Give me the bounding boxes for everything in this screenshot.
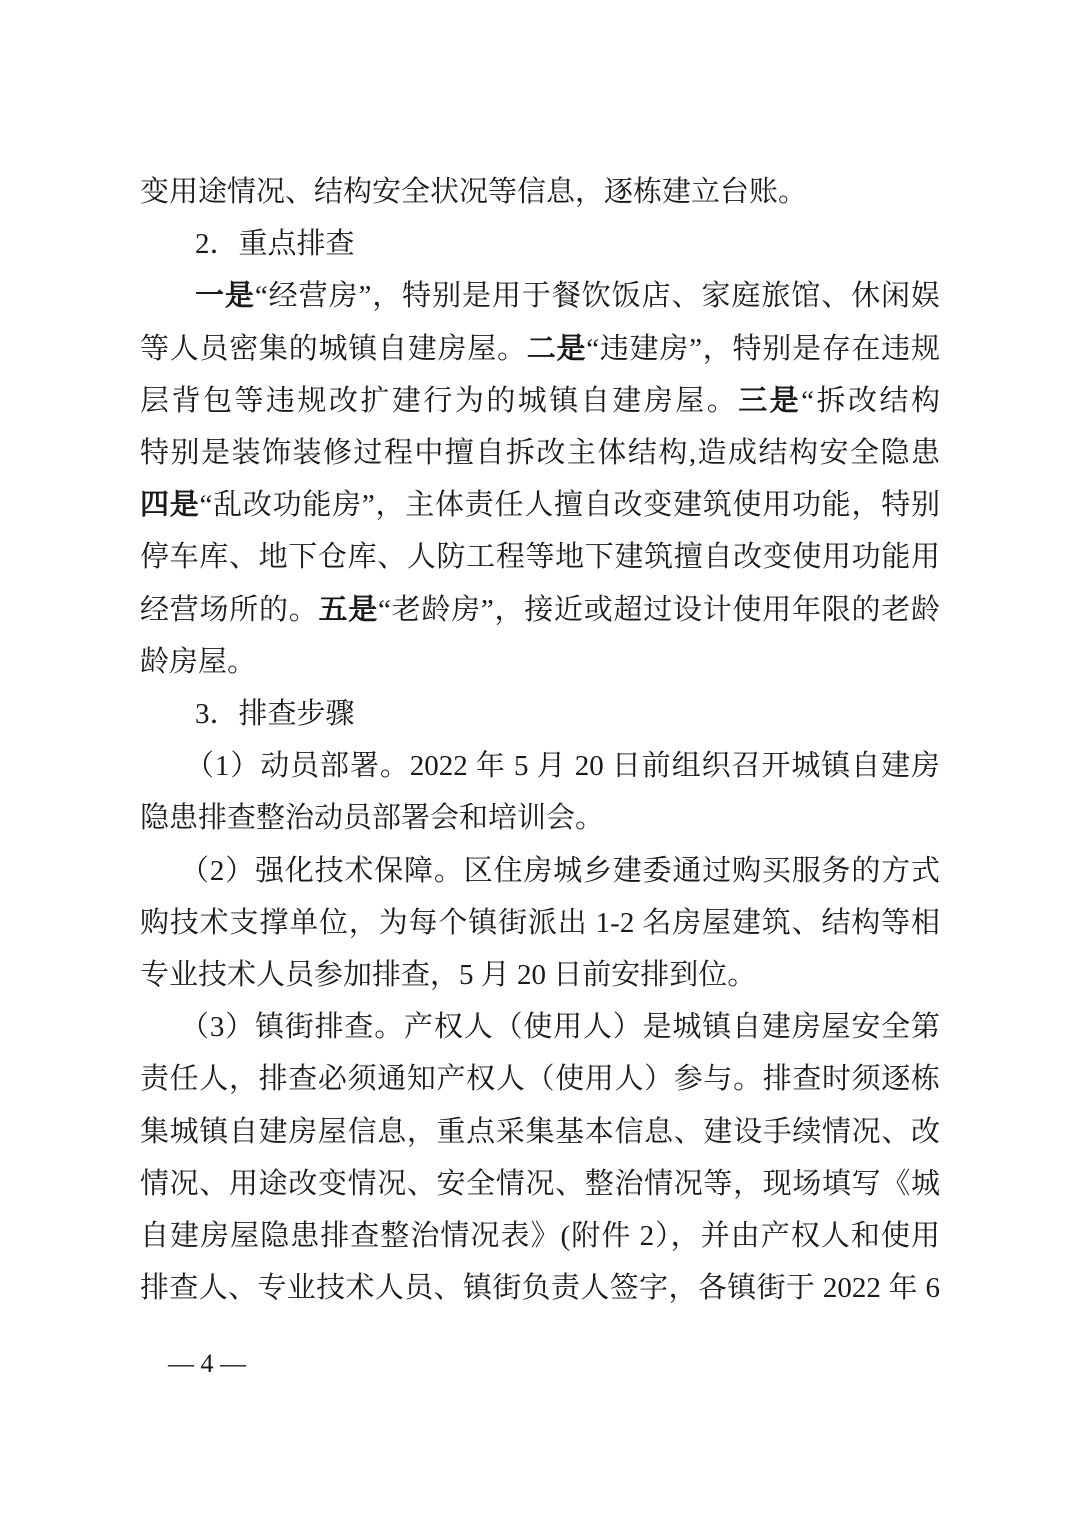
text-line xyxy=(140,1059,940,1099)
text-run: “经营房”，特别是用于餐饮饭店、家庭旅馆、休闲娱 xyxy=(254,280,940,313)
text-run: 龄房屋。 xyxy=(140,645,257,678)
text-run: 专业技术人员参加排查，5 月 20 日前安排到位。 xyxy=(140,959,757,991)
bold-lead-phrase: 三是 xyxy=(738,384,802,417)
text-line xyxy=(180,1007,940,1047)
text-line xyxy=(140,537,940,577)
text-run: 购技术支撑单位，为每个镇街派出 1-2 名房屋建筑、结构等相 xyxy=(140,906,940,939)
text-line xyxy=(140,903,940,943)
bold-lead-phrase: 二是 xyxy=(526,332,587,365)
text-run: （2）强化技术保障。区住房城乡建委通过购买服务的方式 xyxy=(180,854,940,887)
text-line xyxy=(140,1164,940,1204)
text-run: 自建房屋隐患排查整治情况表》(附件 2），并由产权人和使用 xyxy=(140,1220,940,1252)
text-line xyxy=(140,329,940,369)
text-run: 等人员密集的城镇自建房屋。 xyxy=(140,332,527,365)
text-line xyxy=(140,642,940,682)
text-run: 2．重点排查 xyxy=(195,228,355,261)
text-run: （1）动员部署。2022 年 5 月 20 日前组织召开城镇自建房 xyxy=(185,750,940,783)
text-run: 集城镇自建房屋信息，重点采集基本信息、建设手续情况、改 xyxy=(140,1115,940,1148)
text-run: “违建房”，特别是存在违规 xyxy=(586,332,940,365)
bold-lead-phrase: 四是 xyxy=(140,489,200,522)
text-run: “拆改结构 xyxy=(801,384,940,417)
text-run: 停车库、地下仓库、人防工程等地下建筑擅自改变使用功能用 xyxy=(140,541,940,574)
text-line xyxy=(195,224,940,264)
text-line xyxy=(195,694,940,734)
text-line xyxy=(140,172,940,212)
text-run: 隐患排查整治动员部署会和培训会。 xyxy=(140,802,605,835)
text-run: “乱改功能房”，主体责任人擅自改变建筑使用功能，特别 xyxy=(199,489,940,522)
bold-lead-phrase: 五是 xyxy=(318,593,378,626)
text-line xyxy=(180,851,940,891)
text-line xyxy=(140,485,940,525)
text-line xyxy=(140,1216,940,1256)
text-run: 特别是装饰装修过程中擅自拆改主体结构,造成结构安全隐患 xyxy=(140,437,940,469)
text-line xyxy=(140,433,940,473)
text-line xyxy=(185,746,940,786)
text-run: 排查人、专业技术人员、镇街负责人签字，各镇街于 2022 年 6 xyxy=(140,1272,940,1305)
text-run: 3．排查步骤 xyxy=(195,698,355,730)
text-line xyxy=(140,381,940,421)
text-line xyxy=(140,1268,940,1308)
text-run: 经营场所的。 xyxy=(140,593,319,626)
text-line xyxy=(140,590,940,630)
text-line xyxy=(140,798,940,838)
text-run: 责任人，排查必须通知产权人（使用人）参与。排查时须逐栋 xyxy=(140,1063,940,1096)
text-line xyxy=(195,276,940,316)
text-run: 情况、用途改变情况、安全情况、整治情况等，现场填写《城 xyxy=(140,1167,940,1200)
text-line xyxy=(140,1112,940,1152)
text-run: （3）镇街排查。产权人（使用人）是城镇自建房屋安全第 xyxy=(180,1011,940,1044)
text-run: “老龄房”，接近或超过设计使用年限的老龄 xyxy=(378,593,940,626)
bold-lead-phrase: 一是 xyxy=(195,280,255,313)
page-number: — 4 — xyxy=(168,1349,246,1378)
text-run: 层背包等违规改扩建行为的城镇自建房屋。 xyxy=(140,384,739,417)
text-line xyxy=(140,955,940,995)
text-run: 变用途情况、结构安全状况等信息，逐栋建立台账。 xyxy=(140,176,808,208)
